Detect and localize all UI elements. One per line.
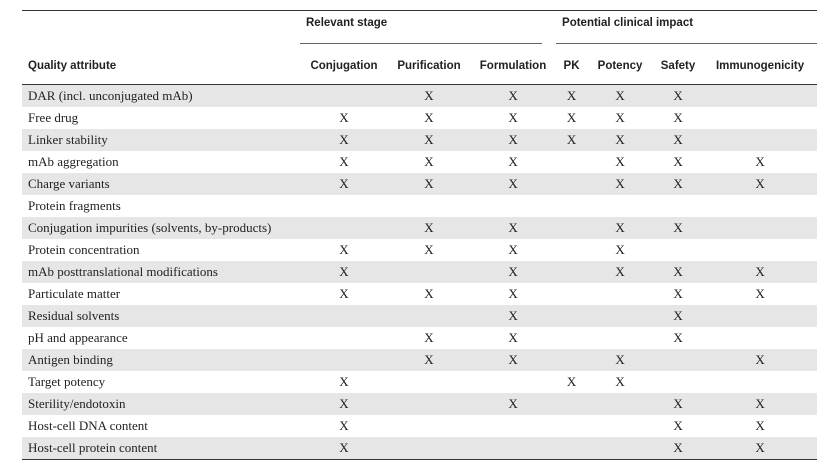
- quality-attribute-cell: mAb aggregation: [28, 154, 119, 169]
- mark-cell: [556, 305, 587, 327]
- mark-cell: X: [388, 85, 470, 108]
- mark-cell: [653, 239, 703, 261]
- mark-cell: X: [755, 154, 765, 169]
- table-body: [22, 85, 817, 460]
- mark-cell: [470, 371, 556, 393]
- mark-cell: [556, 393, 587, 415]
- table-row: [22, 217, 817, 239]
- mark-cell: X: [587, 129, 653, 151]
- mark-cell: [300, 217, 388, 239]
- mark-cell: X: [587, 217, 653, 239]
- mark-cell: X: [653, 85, 703, 108]
- mark-cell: X: [587, 173, 653, 195]
- mark-cell: X: [470, 217, 556, 239]
- quality-attribute-cell: Host-cell DNA content: [28, 418, 148, 433]
- mark-cell: [388, 393, 470, 415]
- mark-cell: [703, 239, 817, 261]
- mark-cell: X: [703, 437, 817, 460]
- column-header-potency: Potency: [587, 48, 653, 85]
- mark-cell: X: [566, 110, 577, 125]
- mark-cell: [388, 195, 470, 217]
- mark-cell: X: [653, 129, 703, 151]
- mark-cell: [556, 151, 587, 173]
- quality-attribute-cell: Protein concentration: [28, 242, 140, 257]
- mark-cell: X: [508, 154, 518, 169]
- table-row: [22, 173, 817, 195]
- mark-cell: [470, 195, 556, 217]
- mark-cell: [556, 217, 587, 239]
- mark-cell: [300, 195, 388, 217]
- column-header-row: [22, 48, 817, 85]
- mark-cell: X: [424, 242, 434, 257]
- mark-cell: X: [300, 261, 388, 283]
- quality-attribute-cell: mAb posttranslational modifications: [22, 261, 300, 283]
- mark-cell: X: [653, 393, 703, 415]
- mark-cell: X: [470, 393, 556, 415]
- mark-cell: X: [508, 330, 518, 345]
- mark-cell: X: [470, 261, 556, 283]
- mark-cell: X: [424, 286, 434, 301]
- mark-cell: X: [615, 242, 625, 257]
- mark-cell: X: [508, 286, 518, 301]
- mark-cell: [556, 239, 587, 261]
- quality-attribute-cell: Host-cell protein content: [22, 437, 300, 460]
- mark-cell: [388, 261, 470, 283]
- mark-cell: X: [615, 374, 625, 389]
- mark-cell: [587, 195, 653, 217]
- mark-cell: X: [470, 349, 556, 371]
- mark-cell: [587, 415, 653, 437]
- quality-attribute-cell: Linker stability: [22, 129, 300, 151]
- mark-cell: X: [470, 129, 556, 151]
- mark-cell: X: [587, 85, 653, 108]
- mark-cell: [556, 173, 587, 195]
- mark-cell: X: [388, 217, 470, 239]
- mark-cell: X: [615, 110, 625, 125]
- mark-cell: [556, 261, 587, 283]
- table-row: [22, 415, 817, 437]
- mark-cell: X: [653, 173, 703, 195]
- mark-cell: [703, 195, 817, 217]
- mark-cell: X: [508, 242, 518, 257]
- mark-cell: [587, 305, 653, 327]
- mark-cell: [556, 437, 587, 460]
- quality-attribute-cell: Free drug: [28, 110, 79, 125]
- mark-cell: X: [653, 305, 703, 327]
- mark-cell: [470, 437, 556, 460]
- mark-cell: [703, 217, 817, 239]
- quality-attribute-table-container: [22, 10, 817, 460]
- mark-cell: [587, 327, 653, 349]
- mark-cell: [653, 371, 703, 393]
- quality-attribute-table: [22, 10, 817, 460]
- mark-cell: [703, 327, 817, 349]
- mark-cell: X: [508, 110, 518, 125]
- mark-cell: X: [388, 349, 470, 371]
- clinical-impact-header-cell: [556, 11, 817, 49]
- mark-cell: X: [339, 418, 349, 433]
- mark-cell: X: [424, 110, 434, 125]
- mark-cell: [388, 437, 470, 460]
- table-row: [22, 195, 817, 217]
- mark-cell: [703, 371, 817, 393]
- mark-cell: [388, 415, 470, 437]
- mark-cell: [587, 283, 653, 305]
- table-row: [22, 393, 817, 415]
- mark-cell: X: [339, 286, 349, 301]
- table-row: [22, 283, 817, 305]
- mark-cell: X: [470, 85, 556, 108]
- mark-cell: X: [703, 173, 817, 195]
- mark-cell: X: [300, 173, 388, 195]
- table-row: [22, 239, 817, 261]
- mark-cell: X: [703, 393, 817, 415]
- quality-attribute-cell: Protein fragments: [28, 198, 121, 213]
- mark-cell: X: [673, 418, 683, 433]
- mark-cell: X: [470, 305, 556, 327]
- quality-attribute-cell: Sterility/endotoxin: [22, 393, 300, 415]
- mark-cell: X: [300, 129, 388, 151]
- clinical-impact-header: Potential clinical impact: [556, 15, 817, 44]
- mark-cell: X: [388, 173, 470, 195]
- mark-cell: X: [653, 261, 703, 283]
- mark-cell: X: [755, 418, 765, 433]
- mark-cell: X: [339, 374, 349, 389]
- mark-cell: X: [755, 286, 765, 301]
- mark-cell: [300, 305, 388, 327]
- table-row: [22, 107, 817, 129]
- mark-cell: X: [300, 437, 388, 460]
- table-row: [22, 261, 817, 283]
- mark-cell: [300, 327, 388, 349]
- mark-cell: X: [339, 242, 349, 257]
- mark-cell: X: [653, 217, 703, 239]
- table-row: [22, 437, 817, 460]
- mark-cell: X: [556, 129, 587, 151]
- mark-cell: [470, 415, 556, 437]
- mark-cell: [587, 437, 653, 460]
- column-header-formulation: Formulation: [470, 48, 556, 85]
- table-row: [22, 371, 817, 393]
- relevant-stage-header: Relevant stage: [300, 15, 542, 44]
- mark-cell: [587, 393, 653, 415]
- mark-cell: X: [703, 261, 817, 283]
- mark-cell: X: [653, 437, 703, 460]
- column-header-pk: PK: [556, 48, 587, 85]
- mark-cell: [388, 305, 470, 327]
- mark-cell: [653, 349, 703, 371]
- column-header-quality-attribute: Quality attribute: [22, 48, 300, 85]
- mark-cell: X: [470, 173, 556, 195]
- mark-cell: X: [673, 154, 683, 169]
- relevant-stage-header-cell: [300, 11, 556, 49]
- quality-attribute-cell: Target potency: [28, 374, 106, 389]
- mark-cell: [703, 129, 817, 151]
- quality-attribute-cell: Antigen binding: [22, 349, 300, 371]
- mark-cell: X: [703, 349, 817, 371]
- table-row: [22, 151, 817, 173]
- group-header-row: [22, 11, 817, 49]
- column-header-immunogenicity: Immunogenicity: [703, 48, 817, 85]
- mark-cell: X: [566, 374, 577, 389]
- table-row: [22, 305, 817, 327]
- mark-cell: X: [424, 154, 434, 169]
- mark-cell: [388, 371, 470, 393]
- table-row: [22, 85, 817, 108]
- quality-attribute-cell: Residual solvents: [22, 305, 300, 327]
- table-row: [22, 327, 817, 349]
- mark-cell: [703, 305, 817, 327]
- quality-attribute-cell: DAR (incl. unconjugated mAb): [22, 85, 300, 108]
- mark-cell: X: [673, 330, 683, 345]
- mark-cell: [300, 349, 388, 371]
- mark-cell: X: [673, 110, 683, 125]
- mark-cell: [556, 283, 587, 305]
- table-row: [22, 349, 817, 371]
- mark-cell: X: [615, 154, 625, 169]
- quality-attribute-cell: Charge variants: [22, 173, 300, 195]
- mark-cell: X: [587, 261, 653, 283]
- mark-cell: X: [339, 154, 349, 169]
- mark-cell: X: [388, 129, 470, 151]
- mark-cell: [703, 85, 817, 108]
- mark-cell: X: [339, 110, 349, 125]
- group-header-spacer: [22, 11, 300, 49]
- quality-attribute-cell: Particulate matter: [28, 286, 121, 301]
- column-header-purification: Purification: [388, 48, 470, 85]
- quality-attribute-cell: Conjugation impurities (solvents, by-products): [22, 217, 300, 239]
- mark-cell: X: [300, 393, 388, 415]
- table-row: [22, 129, 817, 151]
- mark-cell: X: [673, 286, 683, 301]
- column-header-safety: Safety: [653, 48, 703, 85]
- mark-cell: [556, 195, 587, 217]
- quality-attribute-cell: pH and appearance: [28, 330, 128, 345]
- mark-cell: X: [424, 330, 434, 345]
- mark-cell: [300, 85, 388, 108]
- column-header-conjugation: Conjugation: [300, 48, 388, 85]
- mark-cell: [703, 107, 817, 129]
- mark-cell: [556, 349, 587, 371]
- mark-cell: X: [587, 349, 653, 371]
- mark-cell: [556, 415, 587, 437]
- mark-cell: [556, 327, 587, 349]
- mark-cell: [653, 195, 703, 217]
- mark-cell: X: [556, 85, 587, 108]
